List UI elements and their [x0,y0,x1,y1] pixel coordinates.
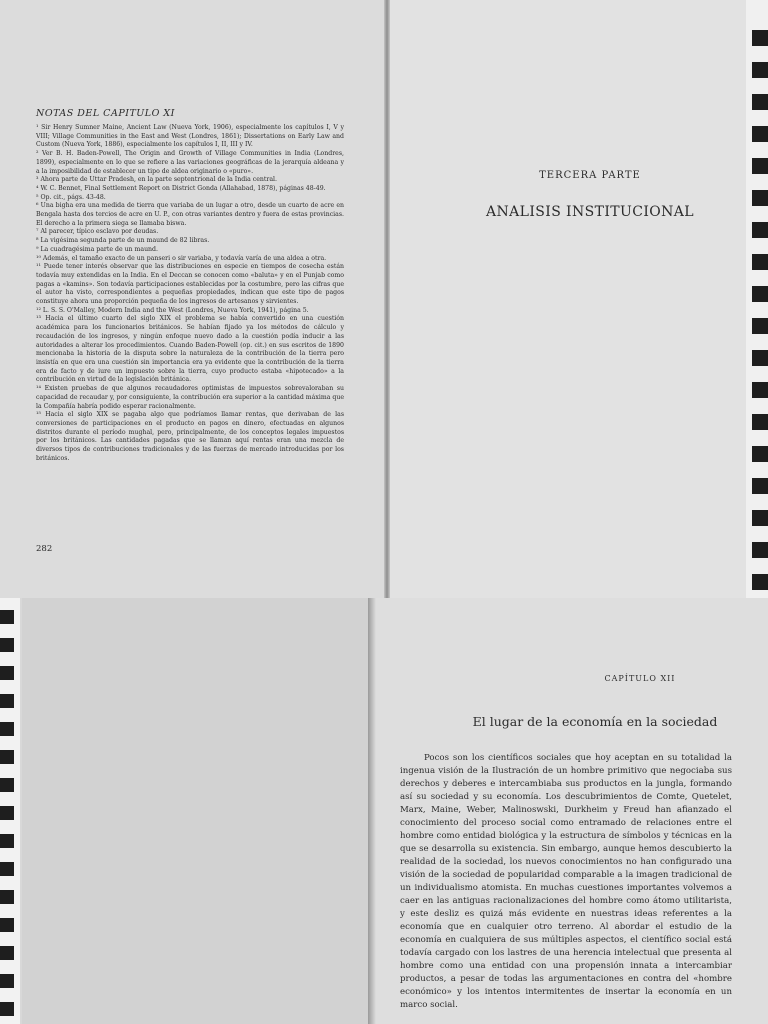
footnote: ¹ Sir Henry Sumner Maine, Ancient Law (Nueva York, 1906), especialmente los capítulos I, V y VIII; Village Communities in the East and West (Londres, 1861); Dissertations on Early Law and Custom (Nueva York, 1886), especialmente los capítulos I, II, III y IV. [36,124,344,149]
footnote: ⁸ La vigésima segunda parte de un maund de 82 libras. [36,237,210,245]
right-page [390,0,746,598]
edge-tab [0,890,14,904]
edge-tab [752,510,768,526]
footnote: ¹⁴ Existen pruebas de que algunos recaudadores optimistas de impuestos sobrevaloraban su capacidad de recaudar y, por consiguiente, la contribución era superior a la cantidad máxima que la Compañía habría podido esperar racionalmente. [36,385,344,410]
footnote: ⁵ Op. cit., págs. 43-48. [36,193,106,201]
edge-tab [0,666,14,680]
footnotes-list [36,124,344,463]
footnote: ⁴ W. C. Bennet, Final Settlement Report on District Gonda (Allahabad, 1878), páginas 48-49. [36,184,326,192]
footnote: ⁷ Al parecer, típico esclavo por deudas. [36,228,159,236]
edge-tab [0,722,14,736]
edge-tab [0,778,14,792]
edge-tab [752,94,768,110]
edge-tab [752,350,768,366]
edge-tab [0,946,14,960]
edge-tab [0,694,14,708]
edge-tab [752,414,768,430]
edge-tab [0,862,14,876]
edge-tab [0,918,14,932]
footnote: ¹¹ Puede tener interés observar que las distribuciones en especie en tiempos de cosecha están todavía muy extendidas en la India. En el Deccan se conocen como «baluta» y en el Punjab como pagas a «kamins». Son todavía participaciones establecidas por la costumbre, pero las cifras que el autor ha visto, correspondientes a pequeñas propiedades, indican que este tipo de pagos constituye ahora una proporción pequeña de los ingresos de artesanos y sirvientes. [36,263,344,306]
section-title: ANALISIS INSTITUCIONAL [485,204,694,220]
edge-tab [0,1002,14,1016]
edge-tab [752,382,768,398]
footnote: ¹⁰ Además, el tamaño exacto de un panseri o sir variaba, y todavía varía de una aldea a otra. [36,254,327,262]
footnote: ⁶ Una bigha era una medida de tierra que variaba de un lugar a otro, desde un cuarto de acre en Bengala hasta dos tercios de acre en U. P., con otras variantes dentro y fuera de estas provincias. El derecho a la primera siega se llamaba biswa. [36,202,344,227]
edge-tab [0,610,14,624]
part-heading: TERCERA PARTE [539,170,641,181]
edge-tab [752,542,768,558]
footnote: ² Ver B. H. Baden-Powell, The Origin and Growth of Village Communities in India (Londres, 1899), especialmente en lo que se refiere a las variaciones geográficas de la jerarquía aldeana y a la imposibilidad de establecer un tipo de aldea originario o «puro». [36,150,344,175]
edge-tab [0,638,14,652]
edge-tab [752,30,768,46]
edge-tab [752,126,768,142]
edge-tab [752,446,768,462]
edge-tab [752,222,768,238]
left-page [0,0,384,598]
edge-tab [0,834,14,848]
page-edge-tabs [746,0,768,598]
chapter-body: Pocos son los científicos sociales que hoy aceptan en su totalidad la ingenua visión de la Ilustración de un hombre primitivo que negociaba sus derechos y deberes e intercambiaba sus productos en la jungla, formando así su sociedad y su economía. Los descubrimientos de Comte, Quetelet, Marx, Maine, Weber, Malinoswski, Durkheim y Freud han afianzado el conocimiento del proceso social como entramado de relaciones entre el hombre como entidad biológica y la estructura de símbolos y técnicas en la que se desarrolla su existencia. Sin embargo, aunque hemos descubierto la realidad de la sociedad, los nuevos conocimientos no han configurado una visión de la sociedad de popularidad comparable a la imagen tradicional de un individualismo atomista. En muchas cuestiones importantes volvemos a caer en las antiguas racionalizaciones del hombre como átomo utilitarista, y este desliz es quizá más evidente en nuestras ideas referentes a la economía que en cualquier otro terreno. Al abordar el estudio de la economía en cualquiera de sus múltiples aspectos, el científico social está todavía cargado con los lastres de una herencia intelectual que presenta al hombre como una entidad con una propensión innata a intercambiar productos, a pesar de todas las argumentaciones en contra del «hombre económico» y los intentos intermitentes de insertar la economía en un marco social. [400,753,732,1010]
edge-tab [752,190,768,206]
notes-header: NOTAS DEL CAPITULO XI [36,108,175,119]
footnote: ¹³ Hacia el último cuarto del siglo XIX el problema se había convertido en una cuestión académica para los funcionarios británicos. Se habían fijado ya los métodos de cálculo y recaudación de los ingresos, y ningún enfoque nuevo dado a la cuestión podía inducir a las autoridades a alterar los procedimientos. Cuando Baden-Powell (op. cit.) en sus escritos de 1890 mencionaba la historia de la disputa sobre la naturaleza de la contribución de la tierra pero insistía en que era una cuestión sin importancia era ya evidente que la contribución de la tierra era de facto y de iure un impuesto sobre la tierra, cuyo producto estaba «hipotecado» a la contribución en virtud de la legislación británica. [36,315,344,384]
edge-tab [752,478,768,494]
blank-left-page [22,598,368,1024]
chapter-label: CAPÍTULO XII [604,674,676,683]
edge-tab [0,806,14,820]
edge-tab [752,62,768,78]
footnote: ¹⁵ Hacia el siglo XIX se pagaba algo que podríamos llamar rentas, que derivaban de las conversiones de participaciones en el producto en pagos en dinero, efectuadas en algunos distritos durante el período mughal, pero, principalmente, de los conceptos legales impuestos por los británicos. Las cantidades pagadas que se llaman aquí rentas eran una mezcla de diversos tipos de contribuciones tradicionales y de las fuerzas de mercado introducidas por los británicos. [36,411,344,462]
footnote: ¹² L. S. S. O'Malley, Modern India and the West (Londres, Nueva York, 1941), página 5. [36,306,309,314]
chapter-title: El lugar de la economía en la sociedad [472,714,718,729]
edge-tab [752,574,768,590]
page-edge-tabs-left [0,598,20,1024]
edge-tab [752,254,768,270]
edge-tab [752,286,768,302]
page-number: 282 [36,544,53,554]
footnote: ⁹ La cuadragésima parte de un maund. [36,245,158,253]
edge-tab [752,158,768,174]
footnote: ³ Ahora parte de Uttar Pradesh, en la parte septentrional de la India central. [36,176,277,184]
edge-tab [0,974,14,988]
edge-tab [752,318,768,334]
edge-tab [0,750,14,764]
